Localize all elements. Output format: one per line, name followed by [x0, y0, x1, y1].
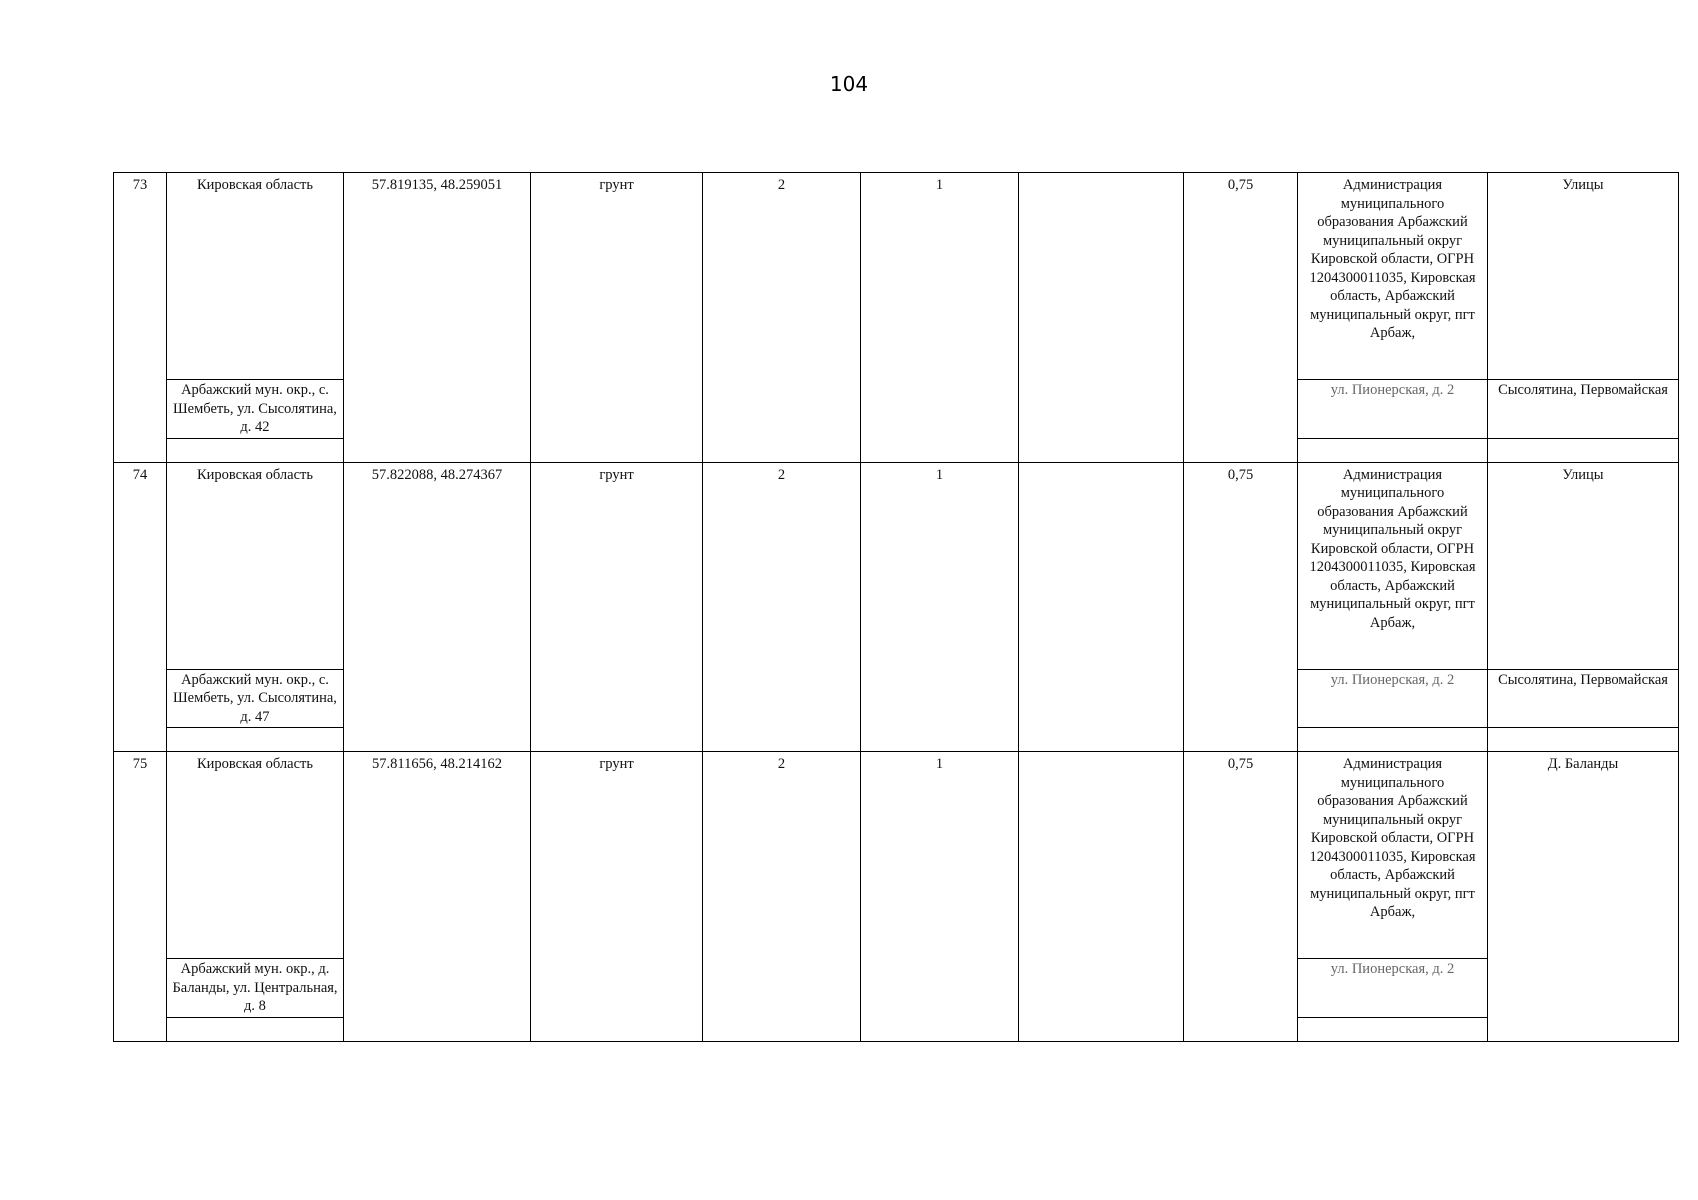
owner-cell: Администрация муниципального образования Арбажский муниципальный округ Кировской области, ОГРН 1204300011035, Кировская область, Арбажский муниципальный округ, пгт Арбаж,	[1298, 173, 1488, 380]
region-cell: Кировская область	[167, 462, 344, 669]
served-objects-cell: Д. Баланды	[1488, 752, 1679, 1042]
surface-cell: грунт	[531, 752, 703, 1042]
served-objects-cell: Сысолятина, Первомайская	[1488, 380, 1679, 439]
owner-address-cell: ул. Пионерская, д. 2	[1298, 380, 1488, 439]
count-cell: 1	[861, 173, 1019, 463]
table-row	[114, 173, 1679, 380]
owner-cell: Администрация муниципального образования Арбажский муниципальный округ Кировской области, ОГРН 1204300011035, Кировская область, Арбажский муниципальный округ, пгт Арбаж,	[1298, 462, 1488, 669]
surface-cell: грунт	[531, 173, 703, 463]
empty-cell	[167, 728, 344, 752]
empty-cell	[1019, 752, 1184, 1042]
owner-cell: Администрация муниципального образования Арбажский муниципальный округ Кировской области, ОГРН 1204300011035, Кировская область, Арбажский муниципальный округ, пгт Арбаж,	[1298, 752, 1488, 959]
volume-cell: 0,75	[1184, 462, 1298, 752]
coordinates-cell: 57.822088, 48.274367	[344, 462, 531, 752]
count-cell: 1	[861, 752, 1019, 1042]
address-cell: Арбажский мун. окр., с. Шембеть, ул. Сысолятина, д. 47	[167, 669, 344, 728]
count-cell: 1	[861, 462, 1019, 752]
empty-cell	[1298, 438, 1488, 462]
empty-cell	[1488, 728, 1679, 752]
count-cell: 2	[703, 752, 861, 1042]
empty-cell	[1019, 462, 1184, 752]
empty-cell	[1298, 728, 1488, 752]
page-number: 104	[829, 72, 869, 96]
owner-address-cell: ул. Пионерская, д. 2	[1298, 669, 1488, 728]
surface-cell: грунт	[531, 462, 703, 752]
region-cell: Кировская область	[167, 173, 344, 380]
address-cell: Арбажский мун. окр., д. Баланды, ул. Центральная, д. 8	[167, 959, 344, 1018]
empty-cell	[1488, 438, 1679, 462]
owner-address-cell: ул. Пионерская, д. 2	[1298, 959, 1488, 1018]
volume-cell: 0,75	[1184, 752, 1298, 1042]
address-cell: Арбажский мун. окр., с. Шембеть, ул. Сысолятина, д. 42	[167, 380, 344, 439]
empty-cell	[167, 1017, 344, 1041]
table-row	[114, 462, 1679, 669]
row-number: 73	[114, 173, 167, 463]
empty-cell	[167, 438, 344, 462]
volume-cell: 0,75	[1184, 173, 1298, 463]
empty-cell	[1298, 1017, 1488, 1041]
region-cell: Кировская область	[167, 752, 344, 959]
table-row	[114, 752, 1679, 959]
served-objects-cell: Улицы	[1488, 173, 1679, 380]
row-number: 74	[114, 462, 167, 752]
served-objects-cell: Улицы	[1488, 462, 1679, 669]
count-cell: 2	[703, 462, 861, 752]
coordinates-cell: 57.819135, 48.259051	[344, 173, 531, 463]
coordinates-cell: 57.811656, 48.214162	[344, 752, 531, 1042]
row-number: 75	[114, 752, 167, 1042]
served-objects-cell: Сысолятина, Первомайская	[1488, 669, 1679, 728]
count-cell: 2	[703, 173, 861, 463]
registry-table	[113, 172, 1679, 1042]
empty-cell	[1019, 173, 1184, 463]
